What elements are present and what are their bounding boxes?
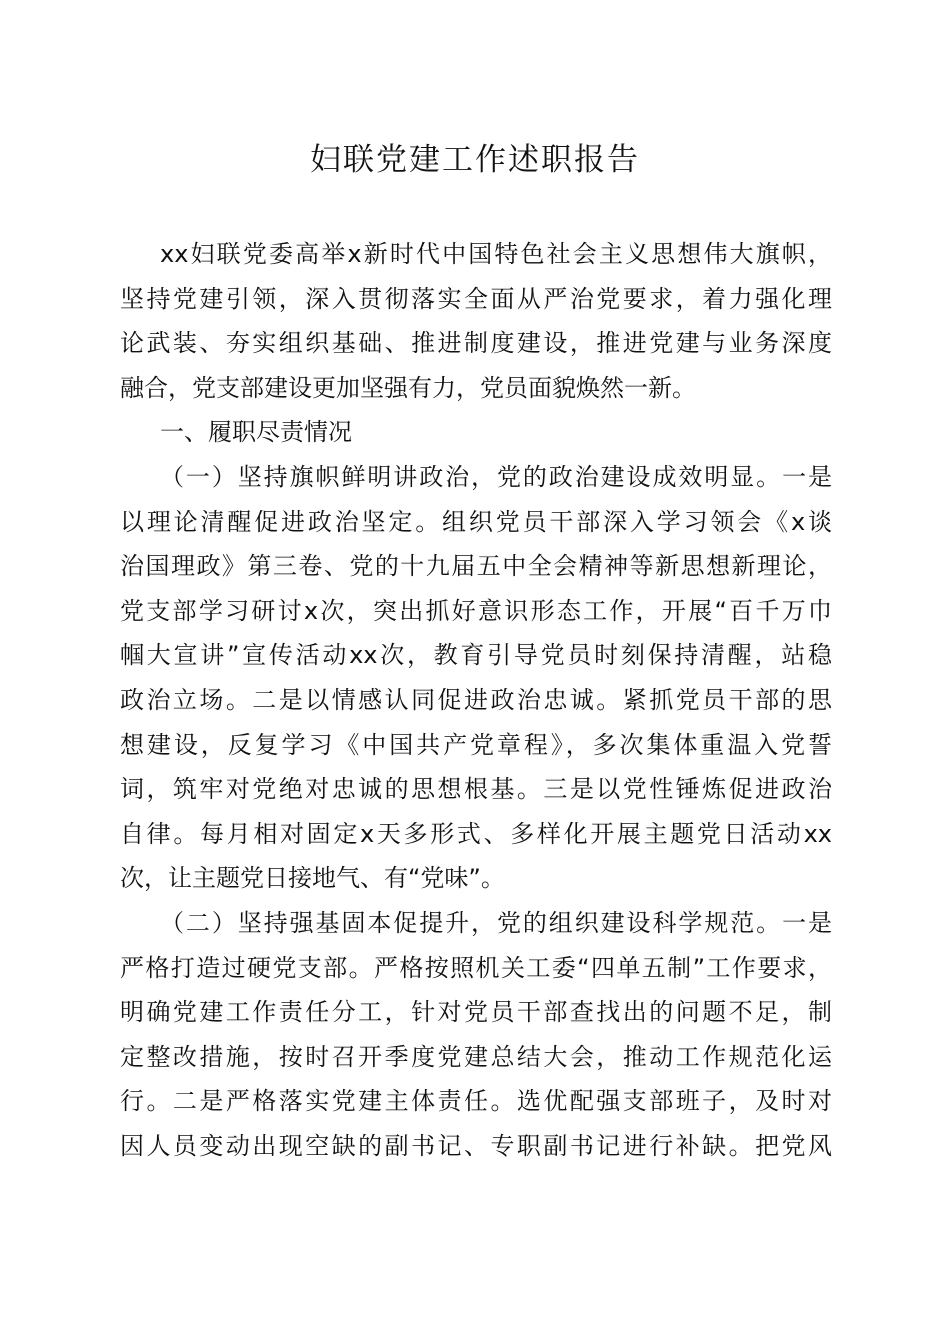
paragraph-line: （二）坚持强基固本促提升，党的组织建设科学规范。一是: [160, 908, 832, 937]
paragraph-line: 定整改措施，按时召开季度党建总结大会，推动工作规范化运: [120, 1042, 832, 1071]
paragraph-line: 词，筑牢对党绝对忠诚的思想根基。三是以党性锤炼促进政治: [120, 775, 832, 804]
paragraph-line: 次，让主题党日接地气、有“党味”。: [120, 864, 505, 893]
paragraph-line: xx妇联党委高举x新时代中国特色社会主义思想伟大旗帜，: [160, 240, 832, 268]
paragraph-line: 严格打造过硬党支部。严格按照机关工委“四单五制”工作要求，: [120, 953, 832, 982]
paragraph-line: 论武装、夯实组织基础、推进制度建设，推进党建与业务深度: [120, 329, 832, 358]
paragraph-line: 因人员变动出现空缺的副书记、专职副书记进行补缺。把党风: [120, 1131, 832, 1160]
paragraph-line: 坚持党建引领，深入贯彻落实全面从严治党要求，着力强化理: [120, 284, 832, 313]
paragraph-line: 想建设，反复学习《中国共产党章程》，多次集体重温入党誓: [120, 730, 832, 759]
paragraph-line: （一）坚持旗帜鲜明讲政治，党的政治建设成效明显。一是: [160, 462, 832, 491]
document-body: [120, 232, 832, 1168]
paragraph-line: 治国理政》第三卷、党的十九届五中全会精神等新思想新理论，: [120, 552, 832, 581]
section-heading: 一、履职尽责情况: [160, 418, 352, 447]
paragraph-line: 党支部学习研讨x次，突出抓好意识形态工作，开展“百千万巾: [120, 596, 832, 625]
paragraph-line: 行。二是严格落实党建主体责任。选优配强支部班子，及时对: [120, 1087, 832, 1116]
paragraph-line: 明确党建工作责任分工，针对党员干部查找出的问题不足，制: [120, 998, 832, 1027]
document-title: 妇联党建工作述职报告: [310, 142, 640, 178]
paragraph-line: 融合，党支部建设更加坚强有力，党员面貌焕然一新。: [120, 373, 696, 402]
paragraph-line: 政治立场。二是以情感认同促进政治忠诚。紧抓党员干部的思: [120, 685, 832, 714]
paragraph-line: 自律。每月相对固定x天多形式、多样化开展主题党日活动xx: [120, 819, 832, 848]
paragraph-line: 以理论清醒促进政治坚定。组织党员干部深入学习领会《x谈: [120, 507, 832, 536]
paragraph-line: 帼大宣讲”宣传活动xx次，教育引导党员时刻保持清醒，站稳: [120, 641, 832, 670]
